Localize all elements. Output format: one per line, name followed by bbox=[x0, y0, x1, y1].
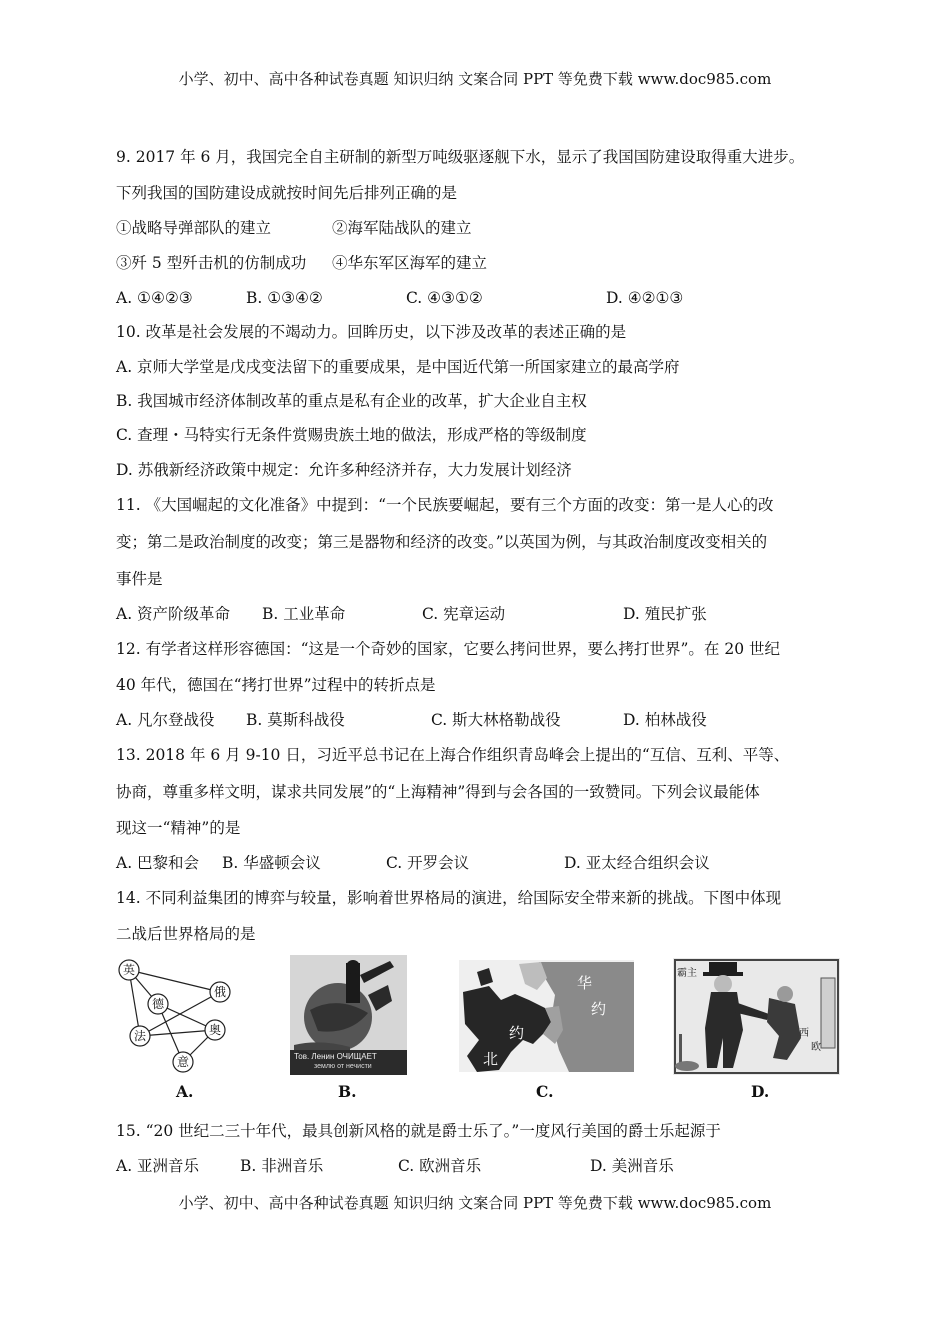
node-france: 法 bbox=[133, 1029, 147, 1043]
q14-figure-a-alliance-diagram bbox=[115, 958, 250, 1076]
q14-figure-c-label: C. bbox=[536, 1082, 554, 1101]
map-label-warsaw-1: 华 bbox=[577, 975, 593, 992]
q10-option-d: D. 苏俄新经济政策中规定：允许多种经济并存，大力发展计划经济 bbox=[116, 461, 572, 479]
q15-option-c: C. 欧洲音乐 bbox=[398, 1157, 482, 1175]
node-italy: 意 bbox=[176, 1055, 190, 1069]
q9-stem-line1: 9. 2017 年 6 月，我国完全自主研制的新型万吨级驱逐舰下水，显示了我国国防建设取得重大进步。 bbox=[116, 148, 805, 166]
q14-stem-line1: 14. 不同利益集团的博弈与较量，影响着世界格局的演进，给国际安全带来新的挑战。下图中体现 bbox=[116, 889, 782, 907]
q15-option-b: B. 非洲音乐 bbox=[240, 1157, 324, 1175]
link-eng-rus bbox=[129, 970, 220, 992]
map-label-nato-2: 北 bbox=[483, 1051, 499, 1068]
q14-figure-b-lenin-poster bbox=[290, 955, 407, 1075]
q9-option-d: D. ④②①③ bbox=[606, 289, 684, 307]
q14-figure-d-label: D. bbox=[751, 1082, 770, 1101]
q13-stem-line1: 13. 2018 年 6 月 9-10 日，习近平总书记在上海合作组织青岛峰会上提出的“互信、互利、平等、 bbox=[116, 746, 790, 764]
q12-option-c: C. 斯大林格勒战役 bbox=[431, 711, 561, 729]
q9-statement-4: ④华东军区海军的建立 bbox=[332, 254, 488, 272]
q9-option-a: A. ①④②③ bbox=[116, 289, 193, 307]
q13-option-c: C. 开罗会议 bbox=[386, 854, 470, 872]
q12-option-d: D. 柏林战役 bbox=[623, 711, 707, 729]
q9-stem-line2: 下列我国的国防建设成就按时间先后排列正确的是 bbox=[116, 184, 458, 202]
q14-stem-line2: 二战后世界格局的是 bbox=[116, 925, 256, 943]
q14-figure-a-label: A. bbox=[176, 1082, 194, 1101]
q13-stem-line3: 现这一“精神”的是 bbox=[116, 819, 241, 837]
q13-option-d: D. 亚太经合组织会议 bbox=[564, 854, 710, 872]
q14-figure-b-label: B. bbox=[338, 1082, 357, 1101]
q11-stem-line2: 变；第二是政治制度的改变；第三是器物和经济的改变。”以英国为例，与其政治制度改变相关的 bbox=[116, 533, 768, 551]
q10-option-c: C. 查理・马特实行无条件赏赐贵族土地的做法，形成严格的等级制度 bbox=[116, 426, 587, 444]
map-label-warsaw-2: 约 bbox=[591, 1001, 607, 1018]
q11-option-d: D. 殖民扩张 bbox=[623, 605, 707, 623]
q11-option-c: C. 宪章运动 bbox=[422, 605, 506, 623]
cartoon-illustration bbox=[673, 958, 840, 1075]
q10-option-b: B. 我国城市经济体制改革的重点是私有企业的改革，扩大企业自主权 bbox=[116, 392, 587, 410]
link-fra-aus bbox=[140, 1030, 215, 1036]
page-footer: 小学、初中、高中各种试卷真题 知识归纳 文案合同 PPT 等免费下载 www.doc985.com bbox=[178, 1194, 772, 1212]
q13-option-b: B. 华盛顿会议 bbox=[222, 854, 321, 872]
q13-option-a: A. 巴黎和会 bbox=[116, 854, 200, 872]
page-header: 小学、初中、高中各种试卷真题 知识归纳 文案合同 PPT 等免费下载 www.doc985.com bbox=[178, 70, 772, 88]
q12-option-b: B. 莫斯科战役 bbox=[246, 711, 345, 729]
cartoon-label-west: 西 bbox=[799, 1028, 809, 1039]
map-label-nato-1: 约 bbox=[509, 1025, 525, 1042]
q15-stem: 15. “20 世纪二三十年代，最具创新风格的就是爵士乐了。”一度风行美国的爵士乐起源于 bbox=[116, 1122, 721, 1140]
q10-stem: 10. 改革是社会发展的不竭动力。回眸历史，以下涉及改革的表述正确的是 bbox=[116, 323, 627, 341]
q13-stem-line2: 协商，尊重多样文明，谋求共同发展”的“上海精神”得到与会各国的一致赞同。下列会议最能体 bbox=[116, 783, 760, 801]
q11-stem-line1: 11. 《大国崛起的文化准备》中提到：“一个民族要崛起，要有三个方面的改变：第一是人心的改 bbox=[116, 496, 774, 514]
q12-stem-line2: 40 年代，德国在“拷打世界”过程中的转折点是 bbox=[116, 676, 436, 694]
poster-caption-line1: Тов. Ленин ОЧИЩАЕТ bbox=[294, 1052, 377, 1061]
node-england: 英 bbox=[122, 963, 136, 977]
q14-figure-c-europe-map bbox=[459, 960, 634, 1072]
node-russia: 俄 bbox=[213, 985, 227, 999]
cartoon-label-hegemon: 霸主 bbox=[677, 968, 697, 979]
q11-option-b: B. 工业革命 bbox=[262, 605, 346, 623]
q11-option-a: A. 资产阶级革命 bbox=[116, 605, 231, 623]
q9-statement-1: ①战略导弹部队的建立 bbox=[116, 219, 272, 237]
q15-option-a: A. 亚洲音乐 bbox=[116, 1157, 200, 1175]
poster-caption-line2: землю от нечисти bbox=[314, 1063, 372, 1070]
cartoon-label-europe: 欧 bbox=[811, 1042, 821, 1053]
q10-option-a: A. 京师大学堂是戊戌变法留下的重要成果，是中国近代第一所国家建立的最高学府 bbox=[116, 358, 680, 376]
node-austria: 奥 bbox=[208, 1023, 222, 1037]
q9-option-c: C. ④③①② bbox=[406, 289, 483, 307]
q12-stem-line1: 12. 有学者这样形容德国：“这是一个奇妙的国家，它要么拷问世界，要么拷打世界”。在 20 世纪 bbox=[116, 640, 781, 658]
q12-option-a: A. 凡尔登战役 bbox=[116, 711, 215, 729]
q9-statement-2: ②海军陆战队的建立 bbox=[332, 219, 472, 237]
node-germany: 德 bbox=[151, 997, 165, 1011]
q15-option-d: D. 美洲音乐 bbox=[590, 1157, 674, 1175]
q14-figure-d-hegemon-cartoon bbox=[673, 958, 840, 1075]
q9-statement-3: ③歼 5 型歼击机的仿制成功 bbox=[116, 254, 307, 272]
q11-stem-line3: 事件是 bbox=[116, 570, 163, 588]
q9-option-b: B. ①③④② bbox=[246, 289, 323, 307]
